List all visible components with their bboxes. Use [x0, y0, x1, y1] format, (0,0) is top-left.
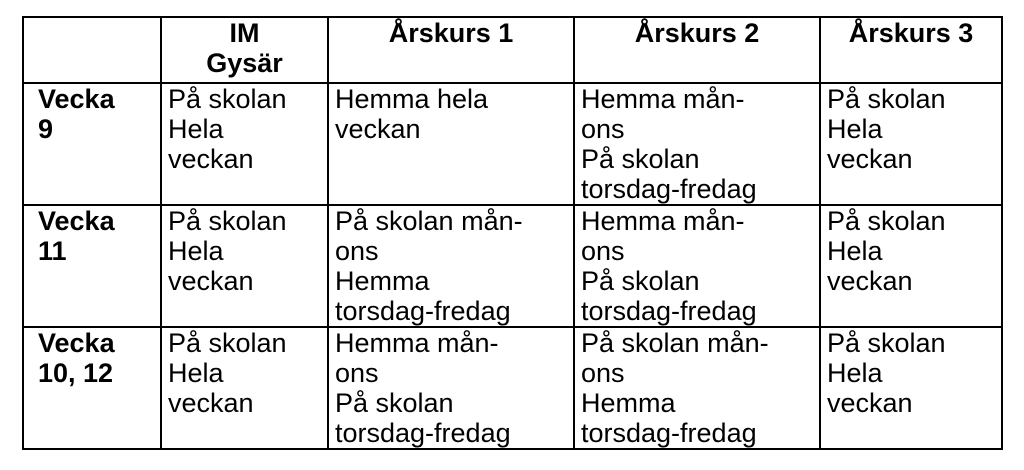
table-cell: På skolan Hela veckan [161, 205, 328, 327]
table-cell: På skolan Hela veckan [820, 327, 1002, 449]
table-cell: Hemma mån- ons På skolan torsdag-fredag [574, 83, 820, 205]
header-row [23, 17, 1002, 83]
table-cell: Hemma hela veckan [328, 83, 574, 205]
table-cell: På skolan Hela veckan [820, 83, 1002, 205]
header-arskurs-2: Årskurs 2 [574, 17, 820, 83]
header-im-gysar: IM Gysär [161, 17, 328, 83]
table-row [23, 327, 1002, 449]
row-label-vecka-11: Vecka 11 [23, 205, 161, 327]
table-cell: På skolan Hela veckan [820, 205, 1002, 327]
table-cell: På skolan Hela veckan [161, 83, 328, 205]
row-label-vecka-10-12: Vecka 10, 12 [23, 327, 161, 449]
table-row [23, 205, 1002, 327]
table-cell: Hemma mån- ons På skolan torsdag-fredag [574, 205, 820, 327]
header-arskurs-1: Årskurs 1 [328, 17, 574, 83]
table-row [23, 83, 1002, 205]
table-cell: På skolan mån- ons Hemma torsdag-fredag [328, 205, 574, 327]
header-arskurs-3: Årskurs 3 [820, 17, 1002, 83]
row-label-vecka-9: Vecka 9 [23, 83, 161, 205]
corner-header-cell [23, 17, 161, 83]
schedule-table [22, 16, 1003, 450]
table-cell: Hemma mån- ons På skolan torsdag-fredag [328, 327, 574, 449]
table-cell: På skolan mån- ons Hemma torsdag-fredag [574, 327, 820, 449]
table-cell: På skolan Hela veckan [161, 327, 328, 449]
